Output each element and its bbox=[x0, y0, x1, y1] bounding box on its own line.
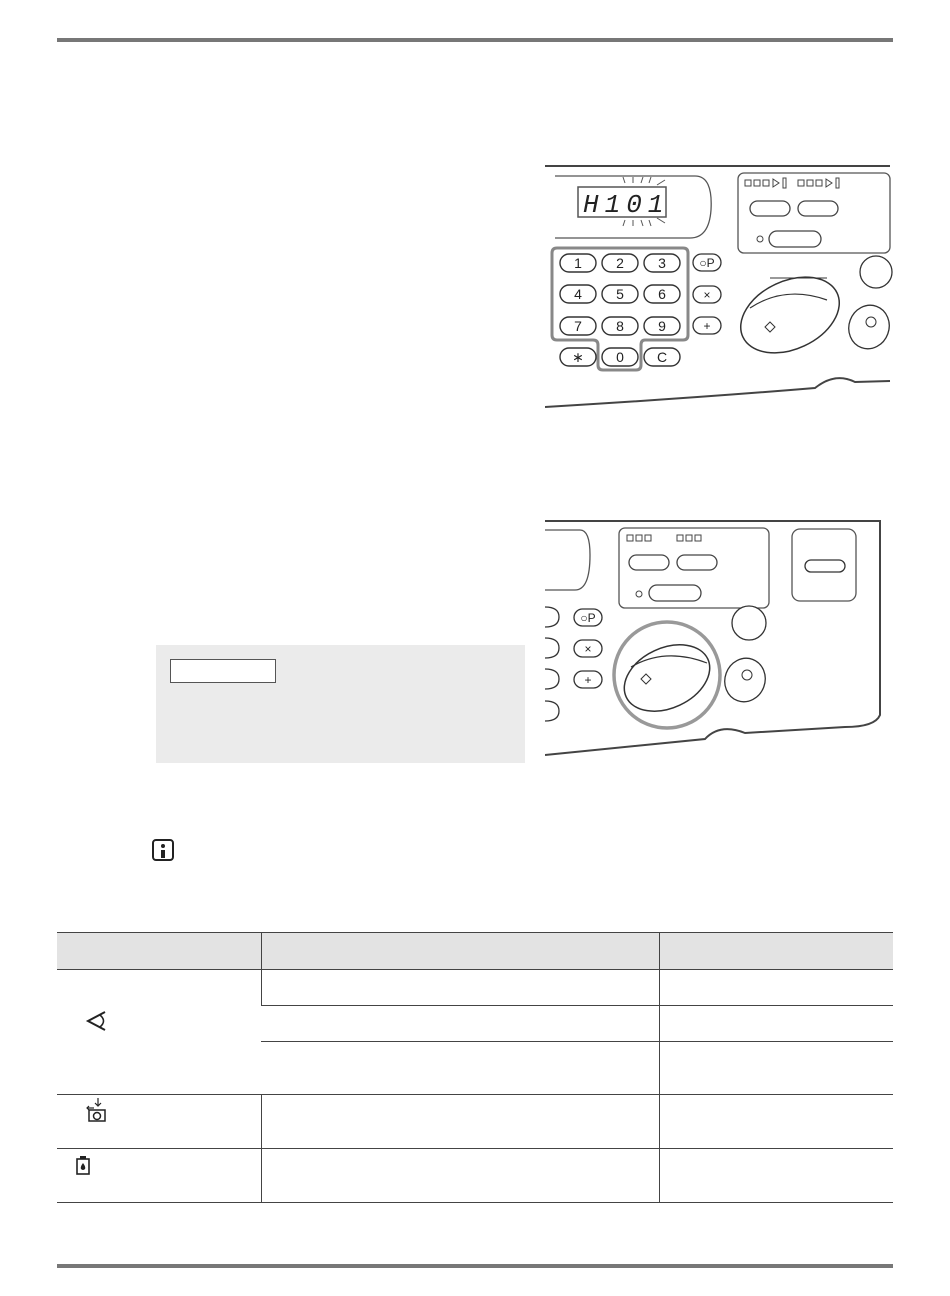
error-table bbox=[57, 932, 893, 1203]
key-2[interactable]: 2 bbox=[616, 255, 624, 271]
plus-key-2[interactable]: + bbox=[584, 673, 592, 687]
lcd-readout: H101 bbox=[583, 190, 670, 220]
note-box bbox=[156, 645, 525, 763]
table-cell bbox=[261, 1042, 659, 1095]
table-cell bbox=[659, 970, 893, 1006]
key-clear[interactable]: C bbox=[656, 349, 668, 365]
icon-cell bbox=[57, 970, 261, 1095]
plus-key[interactable]: + bbox=[703, 319, 711, 333]
top-rule bbox=[57, 38, 893, 42]
drum-icon bbox=[85, 1097, 109, 1123]
column-header bbox=[261, 933, 659, 970]
note-label-box bbox=[170, 659, 276, 683]
key-3[interactable]: 3 bbox=[658, 255, 666, 271]
key-7[interactable]: 7 bbox=[574, 318, 582, 334]
key-6[interactable]: 6 bbox=[658, 286, 666, 302]
control-panel-figure-start-key bbox=[545, 515, 885, 760]
key-asterisk[interactable]: ∗ bbox=[572, 349, 584, 365]
table-cell bbox=[659, 1149, 893, 1203]
key-1[interactable]: 1 bbox=[574, 255, 582, 271]
icon-cell bbox=[57, 1095, 261, 1149]
key-5[interactable]: 5 bbox=[616, 286, 624, 302]
control-panel-figure-keypad bbox=[545, 160, 895, 412]
column-header bbox=[659, 933, 893, 970]
table-row bbox=[57, 1095, 893, 1149]
table-row bbox=[57, 970, 893, 1006]
table-cell bbox=[261, 1095, 659, 1149]
column-header bbox=[57, 933, 261, 970]
table-header-row bbox=[57, 933, 893, 970]
multiply-key[interactable]: × bbox=[703, 288, 711, 302]
key-0[interactable]: 0 bbox=[616, 349, 624, 365]
icon-cell bbox=[57, 1149, 261, 1203]
key-4[interactable]: 4 bbox=[574, 286, 582, 302]
ink-cartridge-icon bbox=[75, 1155, 95, 1177]
multiply-key-2[interactable]: × bbox=[584, 642, 592, 656]
key-8[interactable]: 8 bbox=[616, 318, 624, 334]
program-key[interactable]: ○P bbox=[699, 256, 715, 270]
program-key-2[interactable]: ○P bbox=[580, 611, 596, 625]
info-icon bbox=[152, 839, 174, 861]
table-cell bbox=[659, 1095, 893, 1149]
bottom-rule bbox=[57, 1264, 893, 1268]
key-9[interactable]: 9 bbox=[658, 318, 666, 334]
table-cell bbox=[261, 1149, 659, 1203]
eye-icon bbox=[85, 1010, 109, 1032]
table-cell bbox=[659, 1006, 893, 1042]
table-cell bbox=[261, 970, 659, 1006]
table-cell bbox=[659, 1042, 893, 1095]
table-row bbox=[57, 1149, 893, 1203]
table-cell bbox=[261, 1006, 659, 1042]
